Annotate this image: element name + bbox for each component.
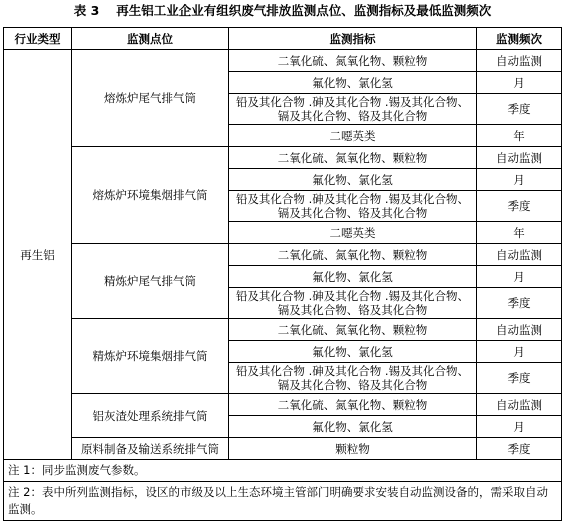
table-caption: 表 3 再生铝工业企业有组织废气排放监测点位、监测指标及最低监测频次 — [73, 3, 492, 18]
frequency-cell: 年 — [477, 222, 562, 244]
note-text: 注 2：表中所列监测指标，设区的市级及以上生态环境主管部门明确要求安装自动监测设备的，需采取自动监测。 — [4, 482, 562, 521]
frequency-cell: 自动监测 — [477, 147, 562, 169]
indicator-cell: 氟化物、氯化氢 — [229, 72, 477, 94]
indicator-cell: 氟化物、氯化氢 — [229, 169, 477, 191]
frequency-cell: 月 — [477, 341, 562, 363]
indicator-cell: 氟化物、氯化氢 — [229, 266, 477, 288]
table-row — [4, 244, 562, 266]
point-cell: 原料制备及输送系统排气筒 — [72, 438, 229, 460]
table-row — [4, 319, 562, 341]
indicator-cell: 二噁英类 — [229, 222, 477, 244]
frequency-cell: 月 — [477, 169, 562, 191]
indicator-cell: 二氧化硫、氮氧化物、颗粒物 — [229, 244, 477, 266]
header-industry: 行业类型 — [4, 28, 72, 50]
note-row — [4, 460, 562, 482]
industry-cell: 再生铝 — [4, 50, 72, 460]
indicator-cell: 铅及其化合物 .砷及其化合物 .锡及其化合物、镉及其化合物、铬及其化合物 — [229, 363, 477, 394]
indicator-cell: 铅及其化合物 .砷及其化合物 .锡及其化合物、镉及其化合物、铬及其化合物 — [229, 94, 477, 125]
indicator-cell: 二噁英类 — [229, 125, 477, 147]
frequency-cell: 季度 — [477, 438, 562, 460]
indicator-cell: 铅及其化合物 .砷及其化合物 .锡及其化合物、镉及其化合物、铬及其化合物 — [229, 288, 477, 319]
frequency-cell: 自动监测 — [477, 244, 562, 266]
header-point: 监测点位 — [72, 28, 229, 50]
table-body — [4, 50, 562, 521]
indicator-cell: 氟化物、氯化氢 — [229, 416, 477, 438]
frequency-cell: 季度 — [477, 288, 562, 319]
frequency-cell: 季度 — [477, 94, 562, 125]
point-cell: 精炼炉环境集烟排气筒 — [72, 319, 229, 394]
table-row — [4, 147, 562, 169]
frequency-cell: 月 — [477, 72, 562, 94]
indicator-cell: 二氧化硫、氮氧化物、颗粒物 — [229, 50, 477, 72]
indicator-cell: 氟化物、氯化氢 — [229, 341, 477, 363]
table-row — [4, 394, 562, 416]
indicator-cell: 铅及其化合物 .砷及其化合物 .锡及其化合物、镉及其化合物、铬及其化合物 — [229, 191, 477, 222]
indicator-cell: 二氧化硫、氮氧化物、颗粒物 — [229, 319, 477, 341]
header-row — [4, 28, 562, 50]
indicator-cell: 二氧化硫、氮氧化物、颗粒物 — [229, 147, 477, 169]
frequency-cell: 自动监测 — [477, 319, 562, 341]
frequency-cell: 自动监测 — [477, 394, 562, 416]
monitoring-table — [3, 27, 562, 521]
frequency-cell: 年 — [477, 125, 562, 147]
frequency-cell: 月 — [477, 416, 562, 438]
note-row — [4, 482, 562, 521]
indicator-cell: 二氧化硫、氮氧化物、颗粒物 — [229, 394, 477, 416]
point-cell: 铝灰渣处理系统排气筒 — [72, 394, 229, 438]
frequency-cell: 季度 — [477, 363, 562, 394]
header-indicator: 监测指标 — [229, 28, 477, 50]
point-cell: 熔炼炉环境集烟排气筒 — [72, 147, 229, 244]
table-row — [4, 438, 562, 460]
frequency-cell: 自动监测 — [477, 50, 562, 72]
note-text: 注 1：同步监测废气参数。 — [4, 460, 562, 482]
frequency-cell: 月 — [477, 266, 562, 288]
frequency-cell: 季度 — [477, 191, 562, 222]
indicator-cell: 颗粒物 — [229, 438, 477, 460]
table-row — [4, 50, 562, 72]
header-frequency: 监测频次 — [477, 28, 562, 50]
point-cell: 精炼炉尾气排气筒 — [72, 244, 229, 319]
point-cell: 熔炼炉尾气排气筒 — [72, 50, 229, 147]
